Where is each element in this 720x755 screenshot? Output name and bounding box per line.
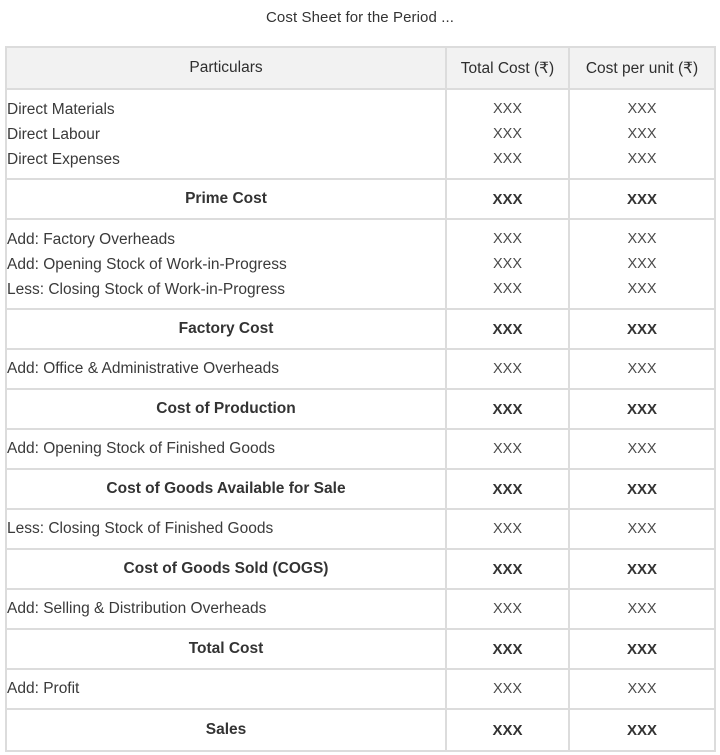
cost-per-unit-value: XXX [569, 179, 715, 219]
cost-per-unit-value: XXX [569, 349, 715, 389]
table-row-profit [6, 669, 715, 709]
cost-per-unit-value: XXX [627, 100, 657, 117]
line-label: Less: Closing Stock of Work-in-Progress [7, 280, 285, 298]
table-row-cost-of-production [6, 389, 715, 429]
cost-per-unit-value: XXX [627, 230, 657, 247]
table-row-opening-finished-goods [6, 429, 715, 469]
cost-per-unit-value: XXX [569, 629, 715, 669]
cost-per-unit-value: XXX [569, 429, 715, 469]
total-cost-cell [446, 89, 569, 179]
cost-per-unit-value: XXX [569, 709, 715, 751]
cost-per-unit-value: XXX [569, 469, 715, 509]
cost-per-unit-value: XXX [569, 589, 715, 629]
total-cost-value: XXX [446, 469, 569, 509]
cost-per-unit-value: XXX [627, 280, 657, 297]
total-cost-value: XXX [492, 150, 522, 167]
table-row-selling-distribution-overheads [6, 589, 715, 629]
line-label: Add: Factory Overheads [7, 230, 175, 248]
cost-per-unit-value: XXX [627, 255, 657, 272]
cost-per-unit-value: XXX [569, 549, 715, 589]
table-row-direct-costs [6, 89, 715, 179]
table-row-factory-adjustments [6, 219, 715, 309]
total-cost-value: XXX [446, 429, 569, 469]
cost-per-unit-value: XXX [627, 125, 657, 142]
total-cost-value: XXX [446, 509, 569, 549]
table-row-factory-cost [6, 309, 715, 349]
cost-per-unit-cell [569, 89, 715, 179]
line-label: Less: Closing Stock of Finished Goods [6, 509, 446, 549]
line-label: Add: Selling & Distribution Overheads [6, 589, 446, 629]
particulars-cell [6, 219, 446, 309]
line-label: Add: Opening Stock of Finished Goods [6, 429, 446, 469]
table-row-office-admin-overheads [6, 349, 715, 389]
subtotal-label: Factory Cost [6, 309, 446, 349]
total-cost-value: XXX [446, 309, 569, 349]
table-header-row [6, 47, 715, 89]
line-label: Direct Labour [7, 125, 101, 143]
total-cost-value: XXX [446, 589, 569, 629]
total-cost-value: XXX [492, 100, 522, 117]
subtotal-label: Prime Cost [6, 179, 446, 219]
cost-per-unit-value: XXX [569, 389, 715, 429]
total-cost-value: XXX [446, 179, 569, 219]
line-label: Direct Materials [7, 100, 115, 118]
total-cost-value: XXX [446, 669, 569, 709]
column-header-particulars: Particulars [6, 47, 446, 89]
table-row-cogs [6, 549, 715, 589]
line-label: Add: Opening Stock of Work-in-Progress [7, 255, 287, 273]
total-cost-value: XXX [492, 255, 522, 272]
cost-per-unit-value: XXX [569, 669, 715, 709]
total-cost-value: XXX [446, 349, 569, 389]
column-header-total-cost: Total Cost (₹) [446, 47, 569, 89]
table-row-sales [6, 709, 715, 751]
subtotal-label: Total Cost [6, 629, 446, 669]
table-row-goods-available-for-sale [6, 469, 715, 509]
total-cost-value: XXX [492, 125, 522, 142]
cost-per-unit-value: XXX [627, 150, 657, 167]
total-cost-value: XXX [446, 709, 569, 751]
total-cost-value: XXX [446, 549, 569, 589]
total-cost-value: XXX [492, 280, 522, 297]
total-cost-value: XXX [492, 230, 522, 247]
table-row-closing-finished-goods [6, 509, 715, 549]
cost-sheet-table [5, 46, 716, 752]
page-title: Cost Sheet for the Period ... [266, 9, 454, 26]
column-header-cost-per-unit: Cost per unit (₹) [569, 47, 715, 89]
table-row-prime-cost [6, 179, 715, 219]
subtotal-label: Cost of Production [6, 389, 446, 429]
line-label: Add: Profit [6, 669, 446, 709]
cost-per-unit-value: XXX [569, 309, 715, 349]
cost-per-unit-value: XXX [569, 509, 715, 549]
subtotal-label: Cost of Goods Available for Sale [6, 469, 446, 509]
particulars-cell [6, 89, 446, 179]
cost-per-unit-cell [569, 219, 715, 309]
subtotal-label: Cost of Goods Sold (COGS) [6, 549, 446, 589]
total-cost-cell [446, 219, 569, 309]
line-label: Direct Expenses [7, 150, 120, 168]
subtotal-label: Sales [6, 709, 446, 751]
total-cost-value: XXX [446, 389, 569, 429]
total-cost-value: XXX [446, 629, 569, 669]
table-row-total-cost [6, 629, 715, 669]
line-label: Add: Office & Administrative Overheads [6, 349, 446, 389]
